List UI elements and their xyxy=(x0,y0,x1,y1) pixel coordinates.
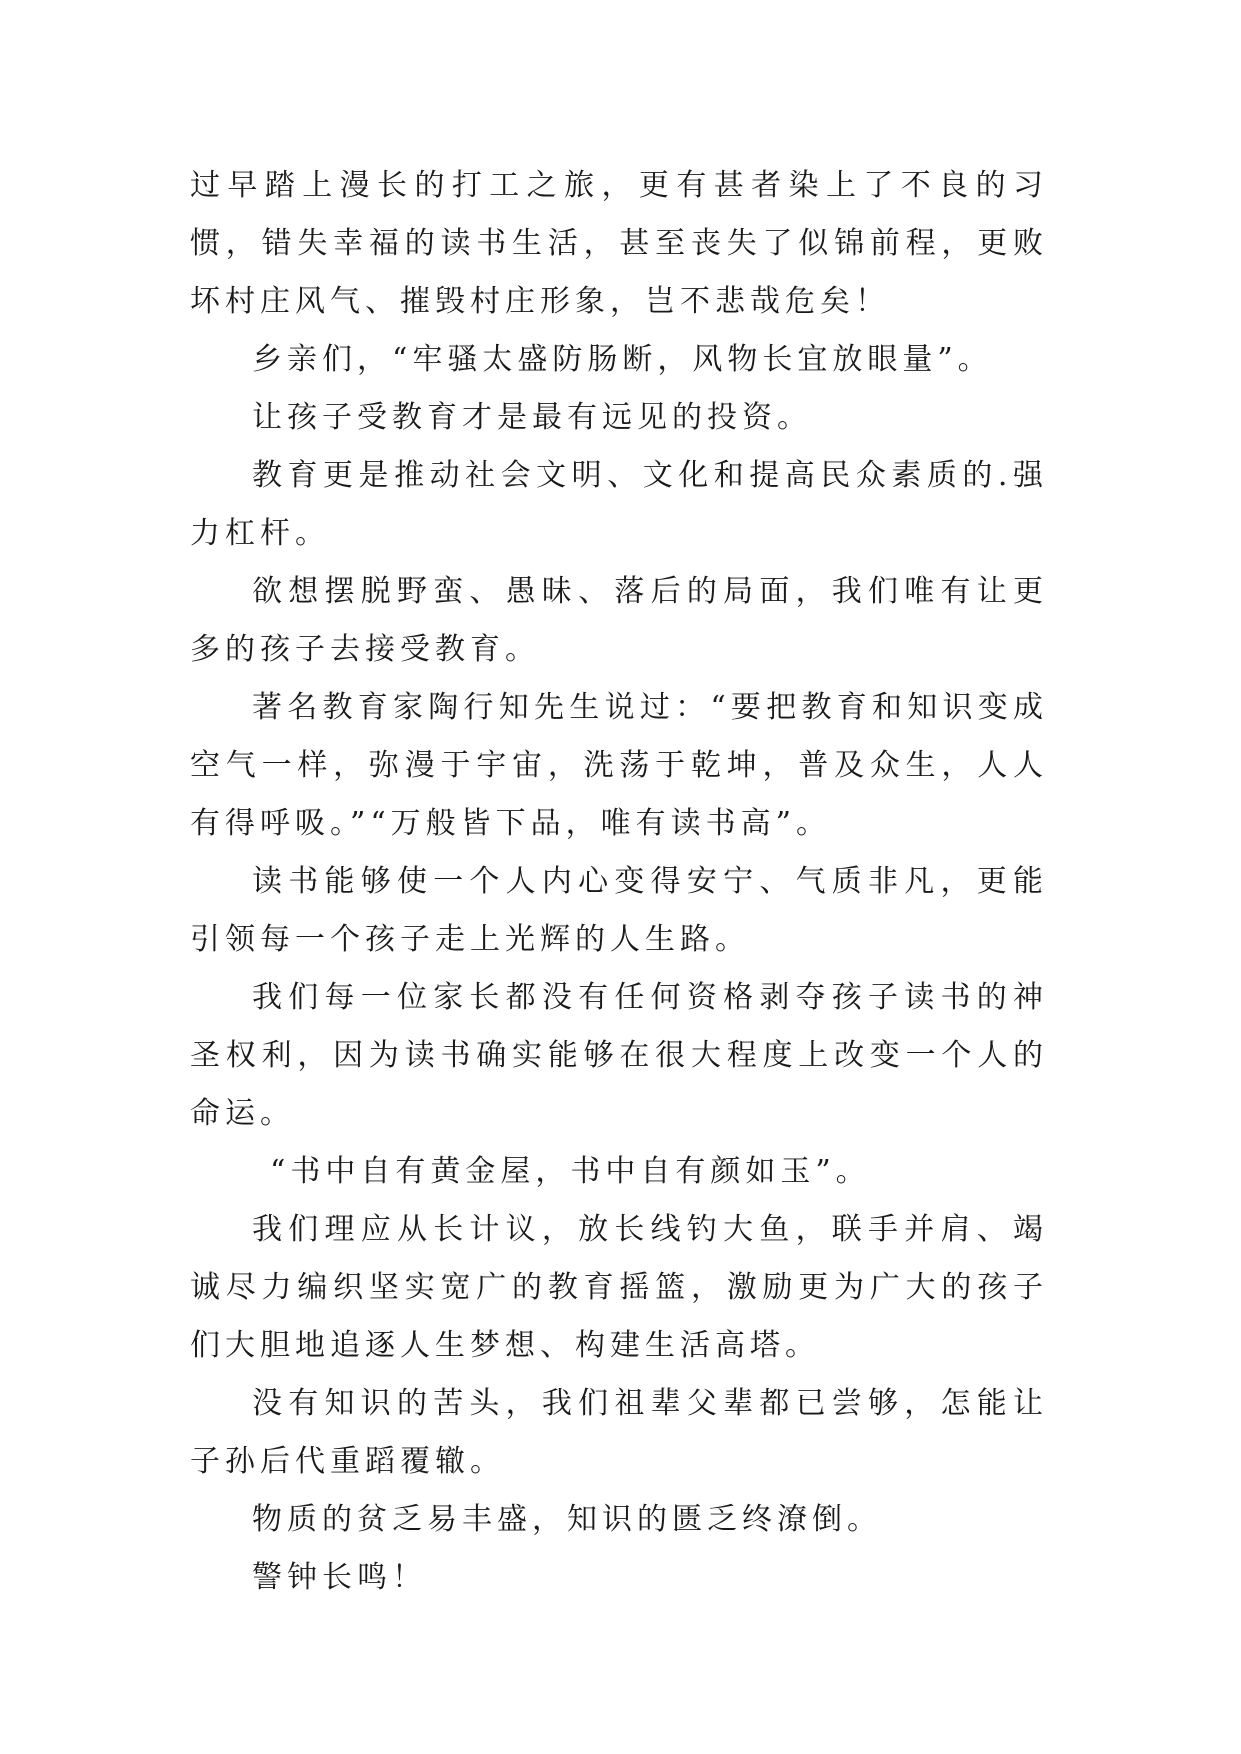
paragraph-2: 乡亲们，“牢骚太盛防肠断，风物长宜放眼量”。 xyxy=(252,342,993,377)
paragraph-13: 警钟长鸣！ xyxy=(252,1560,427,1595)
paragraph-5: 欲想摆脱野蛮、愚昧、落后的局面，我们唯有让更多的孩子去接受教育。 xyxy=(190,574,1048,667)
paragraph-11: 没有知识的苦头，我们祖辈父辈都已尝够，怎能让子孙后代重蹈覆辙。 xyxy=(190,1386,1048,1479)
paragraph-4: 教育更是推动社会文明、文化和提高民众素质的.强力杠杆。 xyxy=(190,458,1048,551)
paragraph-6: 著名教育家陶行知先生说过：“要把教育和知识变成空气一样，弥漫于宇宙，洗荡于乾坤，普及众生，人人有得呼吸。”“万般皆下品，唯有读书高”。 xyxy=(190,690,1048,841)
paragraph-3: 让孩子受教育才是最有远见的投资。 xyxy=(252,400,812,435)
paragraph-9: “书中自有黄金屋，书中自有颜如玉”。 xyxy=(270,1154,871,1189)
paragraph-8: 我们每一位家长都没有任何资格剥夺孩子读书的神圣权利，因为读书确实能够在很大程度上改变一个人的命运。 xyxy=(190,980,1048,1131)
paragraph-1: 过早踏上漫长的打工之旅，更有甚者染上了不良的习惯，错失幸福的读书生活，甚至丧失了似锦前程，更败坏村庄风气、摧毁村庄形象，岂不悲哉危矣！ xyxy=(190,168,1048,319)
document-body xyxy=(190,157,1048,1607)
paragraph-12: 物质的贫乏易丰盛，知识的匮乏终潦倒。 xyxy=(252,1502,882,1537)
paragraph-7: 读书能够使一个人内心变得安宁、气质非凡，更能引领每一个孩子走上光辉的人生路。 xyxy=(190,864,1048,957)
paragraph-10: 我们理应从长计议，放长线钓大鱼，联手并肩、竭诚尽力编织坚实宽广的教育摇篮，激励更为广大的孩子们大胆地追逐人生梦想、构建生活高塔。 xyxy=(190,1212,1048,1363)
